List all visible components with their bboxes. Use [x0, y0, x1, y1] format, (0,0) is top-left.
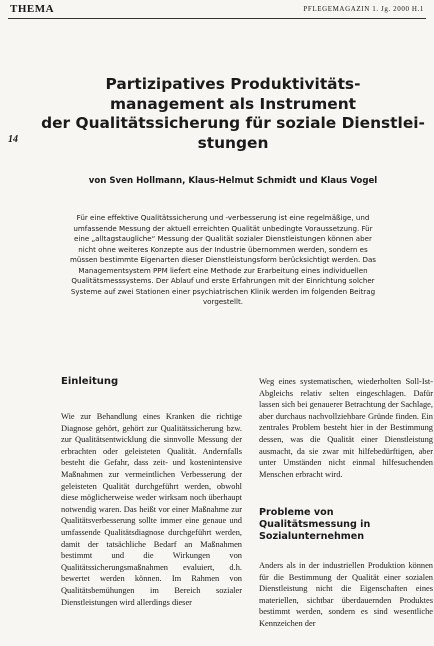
title-line-3: der Qualitätssicherung für soziale Dienstlei- [41, 114, 425, 132]
title-line-2: management als Instrument [109, 94, 357, 113]
article-authors: von Sven Hollmann, Klaus-Helmut Schmidt und Klaus Vogel [88, 176, 378, 186]
body-text-column-2: Weg eines systematischen, wiederholten Soll-Ist-Abgleichs relativ selten eingeschlagen. Dafür lassen sich bei genauerer Betrachtung der Sachlage, aber durchaus nachvollziehbare Gründe finden. Ein zentrales Problem besteht hier in der Bestimmung dessen, was die Qualität einer Dienstleistung ausmacht, da sie zwar mit hilfebedürftigen, aber unter Umständen nicht einmal hilfesuchenden Menschen erbracht wird. [259, 377, 433, 479]
page-number: 14 [8, 134, 18, 145]
title-line-1: Partizipatives Produktivitäts- [105, 75, 361, 93]
body-text-probleme: Anders als in der industriellen Produktion können für die Bestimmung der Qualität einer sozialen Dienstleistung nicht die Eigenschaften eines materiellen, sichtbar überdauernden Produktes bestimmt werden, sondern es sind wesentliche Kennzeichen der [259, 561, 433, 628]
article-title [40, 75, 426, 153]
heading-einleitung: Einleitung [61, 376, 119, 387]
body-text-einleitung: Wie zur Behandlung eines Kranken die richtige Diagnose gehört, gehört zur Qualitätssicherung bzw. zur Qualitätsentwicklung die sinnvolle Messung der erbrachten oder geleisteten Qualität. Andernfalls besteht die Gefahr, dass zeit- und kostenintensive Maßnahmen zur vermeintlichen Verbesserung der geleisteten Qualität durchgeführt werden, obwohl diese möglicherweise weder wirksam noch überhaupt notwendig waren. Das heißt vor einer Maßnahme zur Qualitätsverbesserung sollte immer eine genaue und umfassende Qualitätsdiagnose durchgeführt werden, damit der tatsächliche Bedarf an Maßnahmen bestimmt und die Wirkungen von Qualitätssicherungsmaßnahmen evaluiert, d.h. bewertet werden können. Im Rahmen von Qualitätsbemühungen im Bereich sozialer Dienstleistungen wird allerdings dieser [61, 412, 242, 607]
heading-probleme: Probleme von Qualitätsmessung in Sozialunternehmen [259, 507, 371, 543]
running-header-magazine: PFLEGEMAGAZIN 1. Jg. 2000 H.1 [303, 5, 424, 13]
header-rule [8, 18, 426, 19]
abstract: Für eine effektive Qualitätssicherung und -verbesserung ist eine regelmäßige, und umfassende Messung der aktuell erreichten Qualität unbedingte Voraussetzung. Für eine „alltagstaugliche“ Messung der Qualität sozialer Dienstleistungen können aber nicht ohne weiteres Konzepte aus der Industrie übernommen werden, sondern es müssen bestimmte Eigenarten dieser Dienstleistungsform berücksichtigt werden. Das Managementsystem PPM liefert eine Methode zur Erarbeitung eines individuellen Qualitätsmesssystems. Der Ablauf und erste Erfahrungen mit der Einrichtung solcher Systeme auf zwei Stationen einer psychiatrischen Klinik werden im folgenden Beitrag vorgestellt. [69, 213, 376, 307]
running-header-section: THEMA [10, 3, 55, 15]
title-line-4: stungen [197, 133, 269, 152]
